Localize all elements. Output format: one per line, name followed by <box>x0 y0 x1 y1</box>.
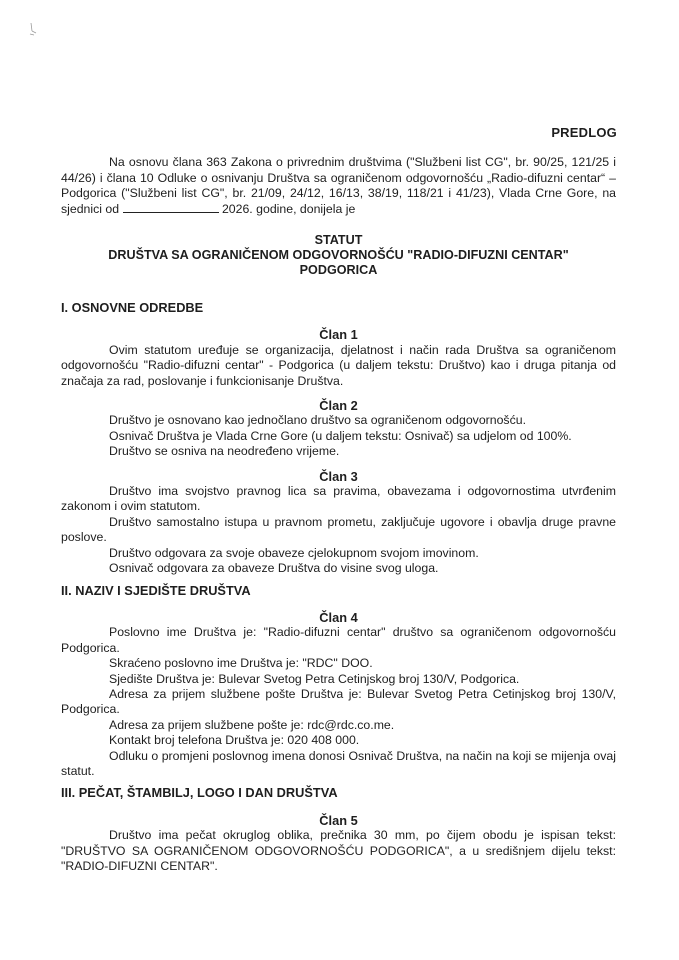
article-paragraph: Društvo odgovara za svoje obaveze cjelokupnom svojom imovinom. <box>109 545 479 560</box>
preamble-text: Na osnovu člana 363 Zakona o privrednim društvima ("Službeni list CG", br. 90/25, 121/25 i 44/26) i člana 10 Odluke o osnivanju Društva sa ograničenom odgovornošću „Radio-difuzni centar“ – Podgorica ("Službeni list CG", br. 21/09, 24/12, 16/13, 38/19, 118/21 i 41/23), Vlada Crne Gore, na sjednici od <box>61 155 616 216</box>
preamble-text-end: 2026. godine, donijela je <box>221 201 356 216</box>
article-paragraph: Društvo ima svojstvo pravnog lica sa pravima, obavezama i odgovornostima utvrđenim zakonom i ovim statutom. <box>61 484 616 514</box>
document-title <box>61 233 616 278</box>
section-heading: II. NAZIV I SJEDIŠTE DRUŠTVA <box>61 582 251 598</box>
article-paragraph: Društvo se osniva na neodređeno vrijeme. <box>109 444 340 459</box>
article-paragraph: Skraćeno poslovno ime Društva je: "RDC" DOO. <box>109 656 373 671</box>
date-blank-line <box>123 202 219 213</box>
article-paragraph: Odluku o promjeni poslovnog imena donosi Osnivač Društva, na način na koji se mijenja ovaj statut. <box>61 748 616 778</box>
article-title: Član 1 <box>319 327 358 343</box>
document-body <box>61 300 616 874</box>
preamble <box>61 155 616 217</box>
article-paragraph: Društvo samostalno istupa u pravnom prometu, zaključuje ugovore i obavlja druge pravne poslove. <box>61 514 616 545</box>
title-line: DRUŠTVA SA OGRANIČENOM ODGOVORNOŠĆU "RADIO-DIFUZNI CENTAR" <box>108 248 569 262</box>
article-title: Član 3 <box>319 468 358 484</box>
article-paragraph: Kontakt broj telefona Društva je: 020 408 000. <box>109 733 360 748</box>
article-title: Član 5 <box>319 812 358 828</box>
proposal-label: PREDLOG <box>551 125 617 140</box>
scan-speck-mark <box>28 22 38 36</box>
article-paragraph: Poslovno ime Društva je: "Radio-difuzni centar" društvo sa ograničenom odgovornošću Podgorica. <box>61 625 616 655</box>
title-line: PODGORICA <box>299 263 378 277</box>
section-heading: I. OSNOVNE ODREDBE <box>61 300 204 315</box>
article-title: Član 4 <box>319 609 358 625</box>
section-heading: III. PEČAT, ŠTAMBILJ, LOGO I DAN DRUŠTVA <box>61 785 338 801</box>
article-paragraph: Društvo ima pečat okruglog oblika, prečnika 30 mm, po čijem obodu je ispisan tekst: "DRUŠTVO SA OGRANIČENOM ODGOVORNOŠĆU PODGORICA", a u središnjem dijelu tekst: "RADIO-DIFUZNI CENTAR". <box>61 828 616 873</box>
article-paragraph: Adresa za prijem službene pošte Društva je: Bulevar Svetog Petra Cetinjskog broj 130/V, Podgorica. <box>61 686 616 717</box>
article-paragraph: Sjedište Društva je: Bulevar Svetog Petra Cetinjskog broj 130/V, Podgorica. <box>109 671 520 686</box>
article-paragraph: Osnivač Društva je Vlada Crne Gore (u daljem tekstu: Osnivač) sa udjelom od 100%. <box>109 428 572 443</box>
article-title: Član 2 <box>319 398 358 414</box>
article-paragraph: Društvo je osnovano kao jednočlano društvo sa ograničenom odgovornošću. <box>109 413 526 428</box>
title-line: STATUT <box>314 233 363 247</box>
article-paragraph: Adresa za prijem službene pošte je: rdc@rdc.co.me. <box>109 717 395 732</box>
article-paragraph: Osnivač odgovara za obaveze Društva do visine svog uloga. <box>109 561 439 576</box>
article-paragraph: Ovim statutom uređuje se organizacija, djelatnost i način rada Društva sa ograničenom odgovornošću "Radio-difuzni centar" - Podgorica (u daljem tekstu: Društvo) kao i druga pitanja od značaja za rad, poslovanje i funkcionisanje Društva. <box>61 342 616 388</box>
